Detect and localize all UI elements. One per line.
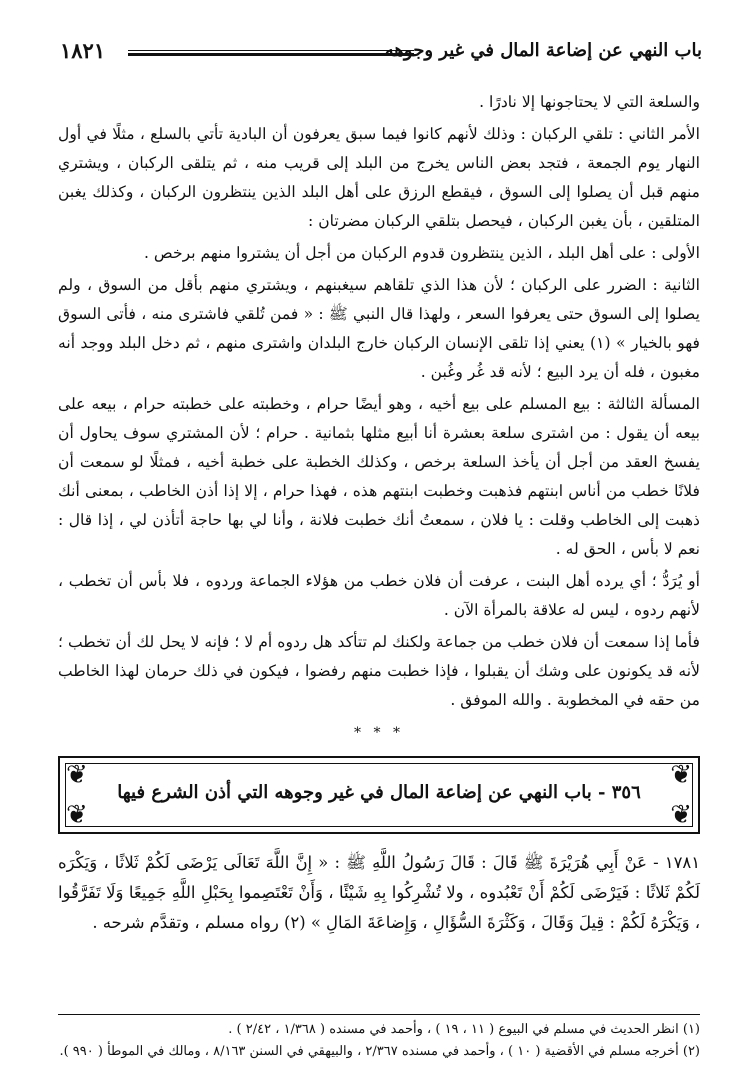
running-title: باب النهي عن إضاعة المال في غير وجوهه xyxy=(384,40,702,61)
paragraph: أو يُرَدُّ ؛ أي يرده أهل البنت ، عرفت أن فلان خطب من هؤلاء الجماعة وردوه ، فلا بأس أن تخطب ، لأنهم ردوه ، ليس له علاقة بالمرأة الآن . xyxy=(58,572,700,619)
page-header xyxy=(60,36,702,68)
paragraph: والسلعة التي لا يحتاجونها إلا نادرًا . xyxy=(479,93,700,111)
paragraph: المسألة الثالثة : بيع المسلم على بيع أخيه ، وهو أيضًا حرام ، وخطبته على خطبته حرام ، بيعه على بيعه أن يقول : من اشترى سلعة بعشرة أنا أبيع مثلها بثمانية . حرام ؛ لأن المشتري سوف يحاول أن يفسخ العقد من أجل أن يأخذ السلعة برخص ، وكذلك الخطبة على خطبة أخيه ، فمثلًا لو سمعت أن فلانًا خطب من أناس ابنتهم فذهبت وخطبت ابنتهم هذه ، فهذا حرام ، إلا إذا أذن الخاطب ، بمعنى أنك ذهبت إلى الخاطب وقلت : يا فلان ، سمعتُ أنك خطبت فلانة ، وأنا لي بها حاجة أتأذن لي ، إذا قال : نعم لا بأس ، الحق له . xyxy=(58,395,700,558)
corner-ornament-icon: ❦ xyxy=(66,760,88,790)
footnote: (٢) أخرجه مسلم في الأقضية ( ١٠ ) ، وأحمد في مسنده ٢/٣٦٧ ، والبيهقي في السنن ٨/١٦٣ ، ومالك في الموطأ ( ٩٩٠ ). xyxy=(59,1044,700,1059)
paragraph: فأما إذا سمعت أن فلان خطب من جماعة ولكنك لم تتأكد هل ردوه أم لا ؛ فإنه لا يحل لك أن تخطب ؛ لأنه قد يكونون على وشك أن يقبلوا ، فإذا خطبت منهم رفضوا ، فيكون في ذلك حرمان لهذا الخاطب من حقه في المخطوبة . والله الموفق . xyxy=(58,633,700,709)
section-separator: * * * xyxy=(354,725,404,741)
paragraph: الأولى : على أهل البلد ، الذين ينتظرون قدوم الركبان من أجل أن يشتروا منهم برخص . xyxy=(144,244,700,262)
paragraph: الأمر الثاني : تلقي الركبان : وذلك لأنهم كانوا فيما سبق يعرفون أن البادية تأتي بالسلع ، مثلًا في أول النهار يوم الجمعة ، فتجد بعض الناس يخرج من البلد إلى قريب منه ، ثم يتلقى الركبان ، ويشتري منهم قبل أن يصلوا إلى السوق ، فيقطع الرزق على أهل البلد الذين ينتظرون الركبان ، وكذلك يغبن المتلقين ، بأن يغبن الركبان ، فيحصل بتلقي الركبان مضرتان : xyxy=(58,125,700,230)
footnote-rule xyxy=(58,1014,700,1015)
hadith-text: ١٧٨١ - عَنْ أَبِي هُرَيْرَةَ ﷺ قَالَ : قَالَ رَسُولُ اللَّهِ ﷺ : « إِنَّ اللَّهَ تَعَالَى يَرْضَى لَكُمْ ثَلاثًا ، وَيَكْرَه لَكُمْ ثَلاثًا : فَيَرْضَى لَكُمْ أَنْ تَعْبُدوه ، ولا تُشْرِكُوا بِهِ شَيْئًا ، وَأَنْ تَعْتَصِموا بِحَبْلِ اللَّهِ جَمِيعًا وَلَا تَفَرَّقُوا ، وَيَكْرَهُ لَكُمْ : قِيلَ وَقَالَ ، وَكَثْرَةَ السُّؤَالِ ، وَإِضاعَةَ المَالِ » (٢) رواه مسلم ، وتقدَّم شرحه . xyxy=(58,853,700,932)
footnote: (١) انظر الحديث في مسلم في البيوع ( ١١ ، ١٩ ) ، وأحمد في مسنده ( ١/٣٦٨ ، ٢/٤٢ ) . xyxy=(228,1022,700,1037)
corner-ornament-icon: ❦ xyxy=(66,800,88,830)
corner-ornament-icon: ❦ xyxy=(670,760,692,790)
header-rule xyxy=(128,50,414,56)
corner-ornament-icon: ❦ xyxy=(670,800,692,830)
paragraph: الثانية : الضرر على الركبان ؛ لأن هذا الذي تلقاهم سيغبنهم ، ويشتري منهم بأقل من السوق ، ولم يصلوا إلى السوق حتى يعرفوا السعر ، ولهذا قال النبي ﷺ : « فمن تُلقي فاشترى منه ، فأتى السوق فهو بالخيار » (١) يعني إذا تلقى الإنسان الركبان خارج البلدان واشترى منهم ، ثم دخل البلد ووجد أنه مغبون ، فله أن يرد البيع ؛ لأنه قد غُر وغُبن . xyxy=(58,276,700,381)
footnotes xyxy=(58,1014,700,1063)
chapter-heading-frame xyxy=(58,756,700,834)
page-number: ١٨٢١ xyxy=(60,38,106,63)
chapter-heading: ٣٥٦ - باب النهي عن إضاعة المال في غير وجوهه التي أذن الشرع فيها xyxy=(117,782,641,803)
page-body xyxy=(58,88,700,941)
